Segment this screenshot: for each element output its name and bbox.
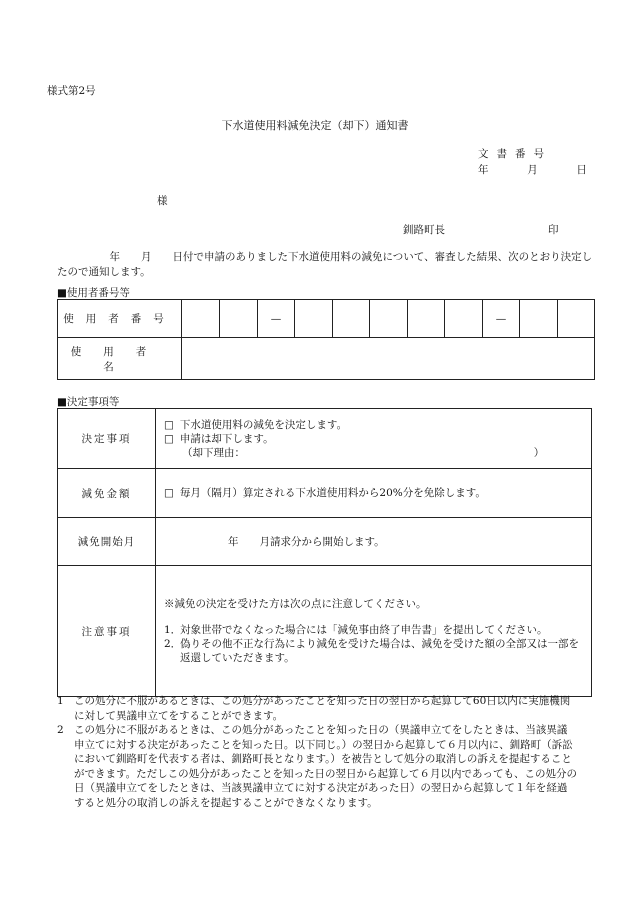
- amount-label: 減免金額: [58, 469, 156, 518]
- user-number-digit: [520, 300, 558, 338]
- user-number-digit: [220, 300, 258, 338]
- decision-table: [57, 408, 592, 697]
- appeal-notes: [57, 694, 577, 810]
- caution-label: 注意事項: [58, 566, 156, 697]
- decision-option-reject: □ 申請は却下します。: [164, 432, 274, 445]
- user-number-dash: —: [258, 300, 295, 338]
- user-number-dash: —: [483, 300, 520, 338]
- date-year: 年: [478, 164, 489, 176]
- notice-body: 年 月 日付で申請のありました下水道使用料の減免について、審査した結果、次のとおり決定したので通知します。: [57, 251, 593, 278]
- user-number-digit: [445, 300, 483, 338]
- section-decision-heading: ■決定事項等: [57, 396, 120, 408]
- start-month-label: 減免開始月: [58, 518, 156, 566]
- form-number: 様式第2号: [47, 85, 96, 97]
- section-user-number-heading: ■使用者番号等: [57, 287, 130, 299]
- issue-date: [478, 162, 587, 177]
- decision-label: 決定事項: [58, 409, 156, 469]
- recipient-suffix: 様: [157, 195, 168, 207]
- document-title: 下水道使用料減免決定（却下）通知書: [221, 119, 409, 132]
- user-number-digit: [370, 300, 408, 338]
- caution-item: 2． 偽りその他不正な行為により減免を受けた場合は、減免を受けた額の全部又は一部を返還していただきます。: [164, 638, 579, 664]
- user-number-digit: [333, 300, 370, 338]
- user-name-label: 使用者名: [58, 338, 182, 380]
- checkbox-icon: □: [164, 418, 174, 431]
- user-number-table: [57, 299, 595, 380]
- document-number-label: 文書番号: [478, 148, 552, 160]
- checkbox-icon: □: [164, 487, 174, 499]
- appeal-note: 1 この処分に不服があるときは、この処分があったことを知った日の翌日から起算して60日以内に実施機関に対して異議申立てをすることができます。: [57, 695, 571, 722]
- caution-item: 1． 対象世帯でなくなった場合には「減免事由終了申告書」を提出してください。: [164, 624, 548, 636]
- user-number-label: 使用者番号: [58, 300, 182, 338]
- appeal-note: 2 この処分に不服があるときは、この処分があったことを知った日の（異議申立てをしたときは、当該異議申立てに対する決定があったことを知った日。以下同じ。）の翌日から起算して６月以内に、釧路町（訴訟において釧路町を代表する者は、釧路町長となります。）を被告として処分の取消しの訴えを提起することができます。ただしこの処分があったことを知った日の翌日から起算して６月以内であっても、この処分の日（異議申立てをしたときは、当該異議申立てに対する決定があった日）の翌日から起算して１年を経過すると処分の取消しの訴えを提起することができなくなります。: [57, 724, 577, 809]
- reject-reason: （却下理由： ）: [182, 446, 545, 459]
- amount-content: □ 毎月（隔月）算定される下水道使用料から20%分を免除します。: [156, 469, 592, 518]
- date-month: 月: [527, 164, 538, 176]
- caution-content: [156, 566, 592, 697]
- issuer-name: 釧路町長: [403, 224, 445, 236]
- decision-content: [156, 409, 592, 469]
- start-month-content: 年 月請求分から開始します。: [156, 518, 592, 566]
- user-number-digit: [408, 300, 445, 338]
- decision-option-approve: □ 下水道使用料の減免を決定します。: [164, 418, 348, 431]
- user-number-digit: [295, 300, 333, 338]
- user-number-digit: [182, 300, 220, 338]
- checkbox-icon: □: [164, 432, 174, 445]
- date-day: 日: [576, 164, 587, 176]
- caution-intro: ※減免の決定を受けた方は次の点に注意してください。: [164, 598, 427, 610]
- user-number-digit: [558, 300, 595, 338]
- seal-mark: 印: [548, 224, 559, 236]
- user-name-value: [182, 338, 595, 380]
